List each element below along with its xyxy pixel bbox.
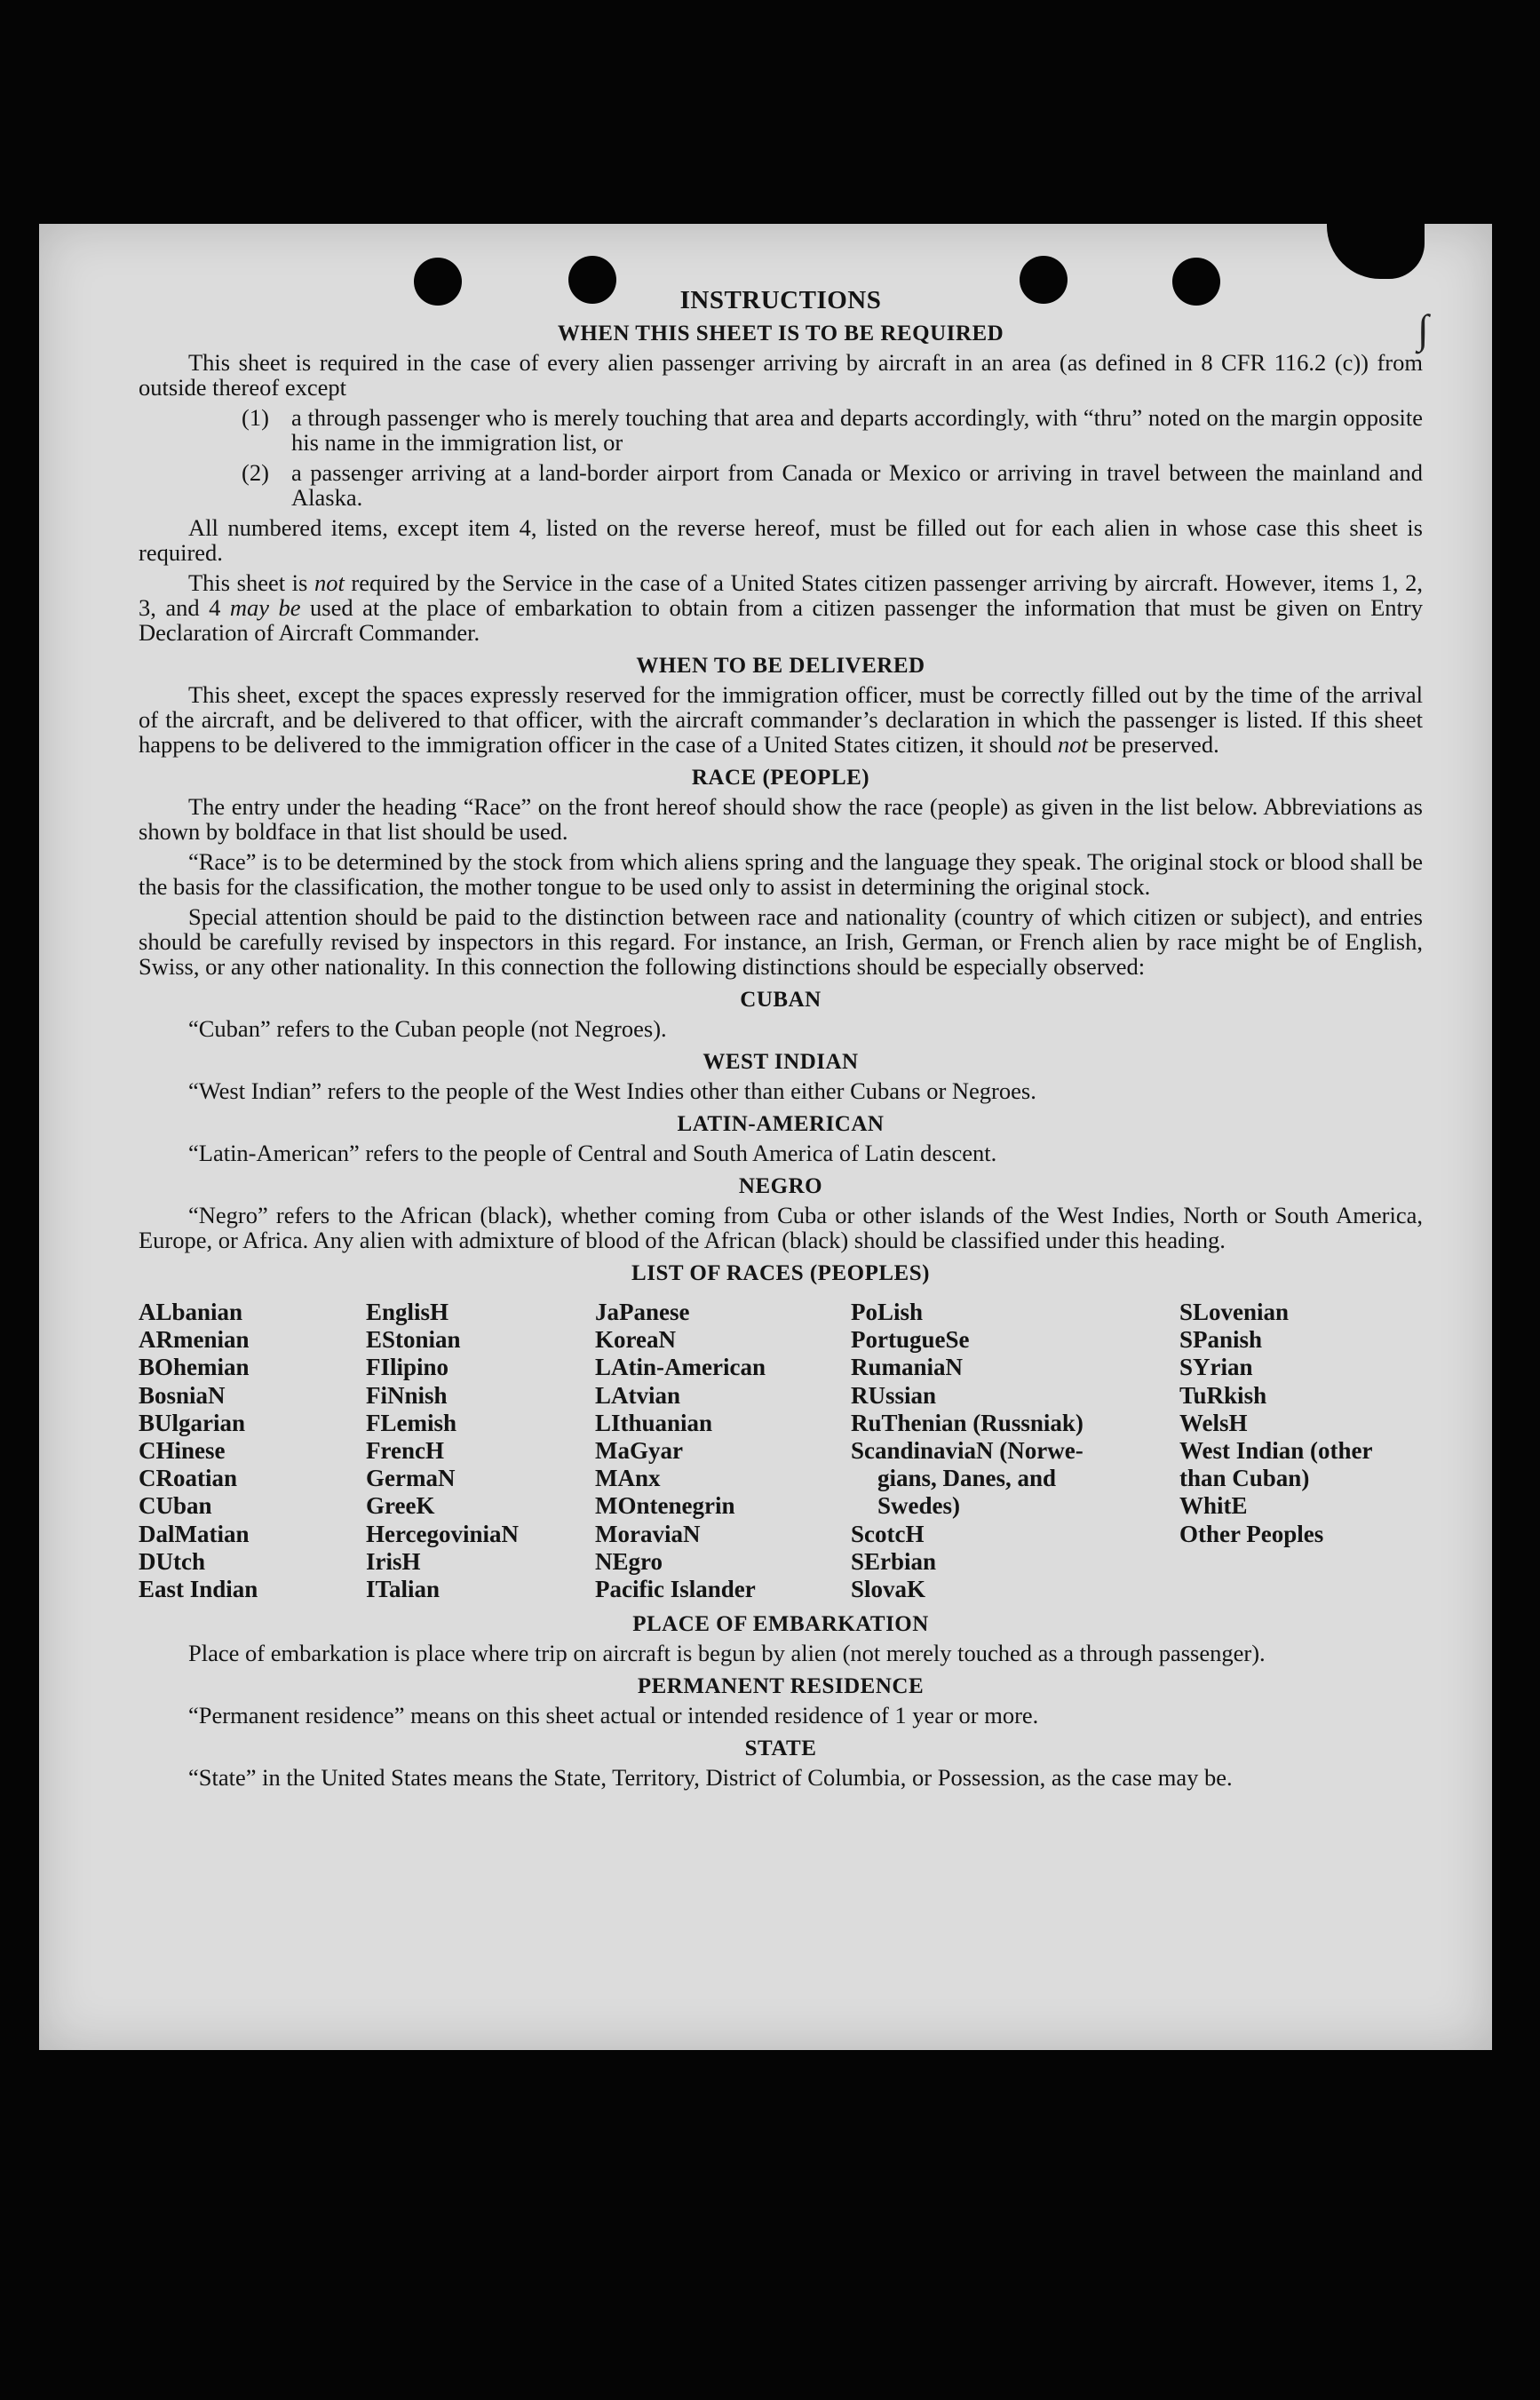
race-entry: SPanish [1179, 1326, 1263, 1354]
paragraph [139, 570, 1423, 645]
page-title: INSTRUCTIONS [679, 286, 882, 314]
section-heading: WHEN TO BE DELIVERED [636, 654, 925, 678]
race-entry: JaPanese [595, 1299, 690, 1325]
race-entry: WhitE [1179, 1492, 1248, 1520]
race-entry: LAtin-American [595, 1354, 766, 1381]
paragraph: “Race” is to be determined by the stock from which aliens spring and the language they speak. The original stock or blood shall be the basis for the classification, the mother tongue to be used only to assist in determining the original stock. [139, 848, 1423, 900]
race-column [139, 1299, 366, 1603]
paragraph: This sheet is required in the case of every alien passenger arriving by aircraft in an area (as defined in 8 CFR 116.2 (c)) from outside thereof except [139, 349, 1423, 401]
section-heading: CUBAN [740, 988, 822, 1012]
race-entry: Swedes) [877, 1492, 960, 1520]
paragraph: All numbered items, except item 4, listed on the reverse hereof, must be filled out for each alien in whose case this sheet is required. [139, 514, 1423, 566]
race-entry: IrisH [366, 1547, 421, 1575]
paragraph: Place of embarkation is place where trip on aircraft is begun by alien (not merely touched as a through passenger). [188, 1640, 1266, 1667]
race-column [1179, 1299, 1423, 1603]
text-run: This sheet is [188, 569, 314, 596]
race-entry: ITalian [366, 1576, 441, 1603]
race-entry: GermaN [366, 1465, 456, 1492]
section-heading: WEST INDIAN [703, 1050, 859, 1074]
section-heading: PERMANENT RESIDENCE [637, 1674, 925, 1699]
race-entry: LAtvian [595, 1381, 681, 1409]
race-entry: CUban [139, 1492, 212, 1520]
section-heading: PLACE OF EMBARKATION [632, 1612, 929, 1637]
race-entry: CRoatian [139, 1465, 238, 1492]
race-column [595, 1299, 851, 1603]
paragraph: Special attention should be paid to the distinction between race and nationality (country of which citizen or subject), and entries should be carefully revised by inspectors in this regard. For instance, an Irish, German, or French alien by race might be of English, Swiss, or any other nationality. In this connection the following distinctions should be especially observed: [139, 903, 1423, 980]
list-item [139, 460, 1423, 510]
item-text: a passenger arriving at a land-border airport from Canada or Mexico or arriving in travel between the mainland and Alaska. [291, 459, 1423, 511]
race-entry: FrencH [366, 1437, 444, 1465]
race-entry: LIthuanian [595, 1409, 713, 1436]
section-heading: LIST OF RACES (PEOPLES) [631, 1261, 930, 1285]
race-entry: SlovaK [851, 1576, 926, 1603]
race-entry: HercegoviniaN [366, 1520, 519, 1547]
race-entry: PoLish [851, 1299, 924, 1325]
paragraph: “Cuban” refers to the Cuban people (not Negroes). [188, 1015, 667, 1042]
race-entry: NEgro [595, 1547, 663, 1575]
paragraph: “Negro” refers to the African (black), whether coming from Cuba or other islands of the West Indies, North or South America, Europe, or Africa. Any alien with admixture of blood of the African (black) should be classified under this heading. [139, 1202, 1423, 1253]
section-heading: WHEN THIS SHEET IS TO BE REQUIRED [557, 322, 1004, 346]
text-run: This sheet, except the spaces expressly reserved for the immigration officer, must be correctly filled out by the time of the arrival of the aircraft, and be delivered to that officer, with the aircraft commander’s declaration in which the passenger is listed. If this sheet happens to be delivered to the immigration officer in the case of a United States citizen, it should [139, 681, 1423, 758]
torn-corner [1327, 224, 1425, 279]
race-entry: MOntenegrin [595, 1492, 735, 1520]
race-entry: gians, Danes, and [877, 1465, 1057, 1492]
race-entry: WelsH [1179, 1409, 1248, 1436]
race-entry: KoreaN [595, 1326, 676, 1354]
race-column [851, 1299, 1179, 1603]
item-number: (1) [242, 404, 269, 431]
race-entry: West Indian (other [1179, 1437, 1373, 1465]
text-run: be preserved. [1087, 731, 1219, 758]
race-entry: ScandinaviaN (Norwe- [851, 1437, 1084, 1465]
race-entry: Other Peoples [1179, 1520, 1324, 1547]
section-heading: RACE (PEOPLE) [691, 766, 870, 790]
race-entry: CHinese [139, 1437, 226, 1465]
section-heading: NEGRO [738, 1174, 823, 1198]
paragraph: “West Indian” refers to the people of the West Indies other than either Cubans or Negroes. [188, 1077, 1036, 1104]
race-entry: ScotcH [851, 1520, 925, 1547]
race-entry: than Cuban) [1179, 1465, 1310, 1492]
list-item [139, 405, 1423, 455]
race-entry: East Indian [139, 1576, 258, 1603]
emphasis: may be [229, 594, 301, 621]
race-entry: MaGyar [595, 1437, 683, 1465]
race-entry: MoraviaN [595, 1520, 701, 1547]
race-entry: SErbian [851, 1547, 937, 1575]
race-entry: BosniaN [139, 1381, 226, 1409]
section-heading: STATE [744, 1736, 817, 1761]
paragraph: “Latin-American” refers to the people of Central and South America of Latin descent. [188, 1140, 997, 1166]
instructions-body [139, 288, 1423, 1795]
item-text: a through passenger who is merely touching that area and departs accordingly, with “thru” noted on the margin opposite his name in the immigration list, or [291, 404, 1423, 456]
race-entry: FiNnish [366, 1381, 448, 1409]
race-entry: RuThenian (Russniak) [851, 1409, 1084, 1436]
race-list [139, 1299, 1423, 1603]
race-entry: DUtch [139, 1547, 205, 1575]
race-entry: ARmenian [139, 1326, 250, 1354]
paragraph [139, 682, 1423, 757]
race-column [366, 1299, 595, 1603]
race-entry: BUlgarian [139, 1409, 246, 1436]
race-entry: EStonian [366, 1326, 461, 1354]
race-entry: GreeK [366, 1492, 435, 1520]
race-entry: RumaniaN [851, 1354, 964, 1381]
paragraph: “State” in the United States means the State, Territory, District of Columbia, or Possession, as the case may be. [188, 1764, 1233, 1792]
race-entry: BOhemian [139, 1354, 250, 1381]
race-entry: FLemish [366, 1409, 457, 1436]
race-entry: SYrian [1179, 1354, 1253, 1381]
race-entry: TuRkish [1179, 1381, 1267, 1409]
paragraph: The entry under the heading “Race” on the front hereof should show the race (people) as given in the list below. Abbreviations as shown by boldface in that list should be used. [139, 793, 1423, 845]
paragraph: “Permanent residence” means on this sheet actual or intended residence of 1 year or more. [188, 1702, 1039, 1729]
text-run: required by the Service in the case of a United States citizen passenger arriving by aircraft. However, items 1, 2, 3, and 4 [139, 569, 1423, 621]
race-entry: MAnx [595, 1465, 661, 1492]
document-sheet [39, 224, 1492, 2050]
item-number: (2) [242, 459, 269, 486]
emphasis: not [1057, 731, 1088, 758]
race-entry: PortugueSe [851, 1326, 970, 1354]
race-entry: RUssian [851, 1381, 937, 1409]
text-run: used at the place of embarkation to obtain from a citizen passenger the information that must be given on Entry Declaration of Aircraft Commander. [139, 594, 1423, 646]
pen-mark: ∫ [1417, 306, 1429, 352]
race-entry: DalMatian [139, 1520, 250, 1547]
section-heading: LATIN-AMERICAN [677, 1112, 885, 1136]
race-entry: SLovenian [1179, 1299, 1290, 1325]
race-entry: Pacific Islander [595, 1576, 756, 1603]
race-entry: ALbanian [139, 1299, 243, 1325]
emphasis: not [314, 569, 345, 596]
race-entry: EnglisH [366, 1299, 449, 1325]
race-entry: FIlipino [366, 1354, 449, 1381]
